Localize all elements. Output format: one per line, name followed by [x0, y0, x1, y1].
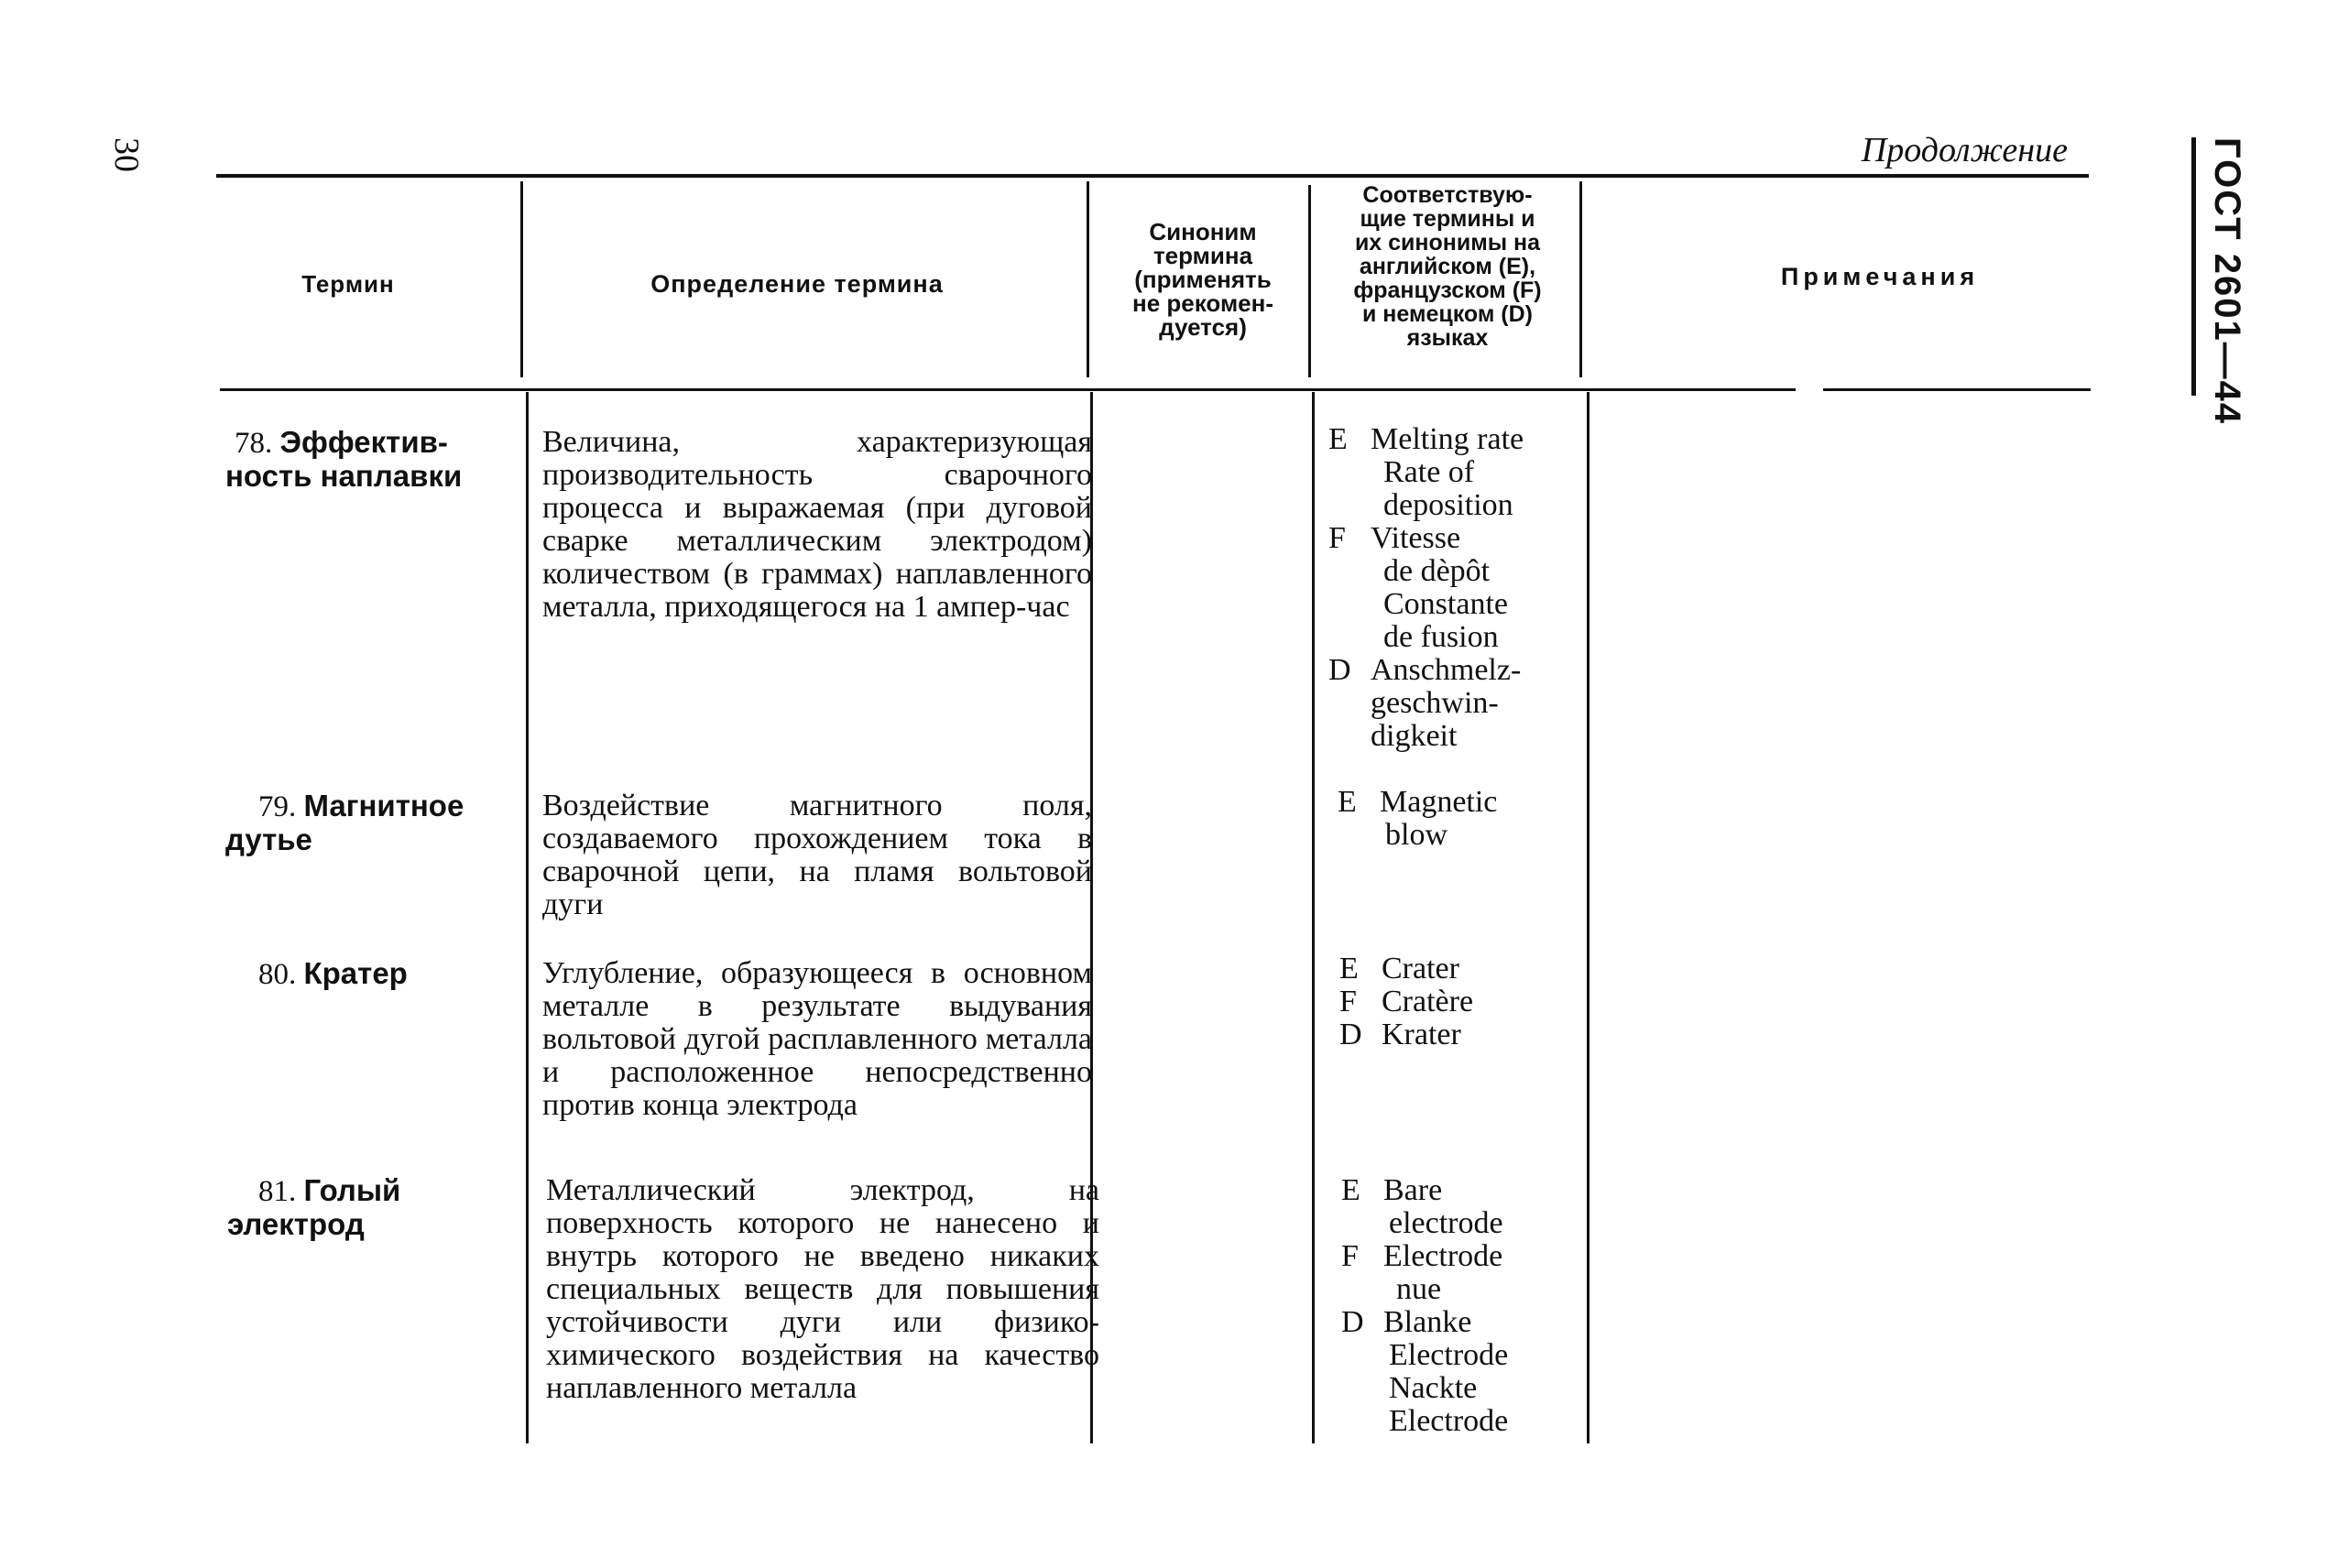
col-divider-1-body [526, 392, 529, 1443]
correspondence-line: Bare [1383, 1173, 1443, 1207]
col-divider-4-header [1579, 181, 1582, 377]
correspondence-line: blow [1385, 818, 1448, 852]
correspondence-line: digkeit [1371, 719, 1458, 753]
correspondence-line: deposition [1383, 488, 1513, 522]
correspondence-line: de fusion [1383, 620, 1499, 654]
correspondence-line: Blanke [1383, 1305, 1472, 1339]
col-divider-2-header [1087, 181, 1089, 377]
entry-number: 80. [258, 958, 297, 991]
correspondence-line: Crater [1382, 952, 1459, 985]
term-line: Кратер [303, 956, 408, 990]
term-line: Эффектив- [279, 425, 448, 459]
correspondence-fr [1328, 522, 1524, 654]
header-synonym [1098, 220, 1308, 339]
header-correspondence-line: и немецком (D) [1361, 301, 1534, 327]
header-synonym-line: Синоним [1149, 218, 1257, 245]
entry-80-definition: Углубление, образующееся в основном металле в результате выдувания вольтовой дугой расплавленного металла и расположенное непосредственно против конца электрода [542, 956, 1092, 1122]
standard-code: ГОСТ 2601—44 [2207, 137, 2247, 426]
correspondence-de [1341, 1306, 1508, 1438]
lang-code: D [1339, 1018, 1362, 1051]
correspondence-line: Melting rate [1371, 422, 1524, 456]
lang-code: F [1341, 1239, 1359, 1273]
header-bottom-rule [220, 388, 1796, 391]
col-divider-4-body [1587, 392, 1590, 1443]
page-number: 30 [107, 137, 146, 172]
header-correspondence-line: Соответствую- [1362, 182, 1533, 208]
term-line: Магнитное [303, 789, 464, 822]
term-line: дутье [225, 822, 312, 856]
entry-79-term [225, 789, 464, 857]
correspondence-line: Rate of [1383, 455, 1475, 489]
entry-78-term [225, 425, 463, 494]
correspondence-line: Nackte [1389, 1371, 1478, 1405]
header-notes: Примечания [1780, 263, 1980, 290]
entry-80-term [258, 957, 408, 991]
correspondence-line: Anschmelz- [1371, 653, 1522, 687]
entry-80-correspondences [1339, 953, 1473, 1051]
correspondence-fr [1341, 1240, 1508, 1306]
correspondence-line: nue [1396, 1272, 1442, 1306]
header-correspondence-line: языках [1406, 325, 1489, 351]
correspondence-line: Electrode [1389, 1338, 1509, 1372]
correspondence-line: Constante [1383, 587, 1508, 621]
correspondence-line: de dèpôt [1383, 554, 1491, 588]
correspondence-en [1341, 1174, 1508, 1240]
correspondence-line: Cratère [1382, 985, 1474, 1018]
entry-81-definition: Металлический электрод, на поверхность которого не нанесено и внутрь которого не введено никаких специальных веществ для повышения устойчивости дуги или физико-химического воздействия на качество наплавленного металла [546, 1173, 1099, 1405]
entry-number: 78. [235, 427, 273, 460]
lang-code: E [1339, 952, 1359, 985]
correspondence-en [1328, 423, 1524, 522]
entry-79-correspondences [1338, 786, 1497, 852]
header-synonym-line: (применять [1134, 266, 1272, 293]
header-synonym-line: дуется) [1159, 313, 1247, 341]
entry-81-term [227, 1173, 401, 1242]
correspondence-line: Electrode [1389, 1404, 1509, 1438]
continuation-label: Продолжение [1861, 131, 2068, 169]
lang-code: F [1328, 521, 1346, 555]
entry-79-definition: Воздействие магнитного поля, создаваемого прохождением тока в сварочной цепи, на пламя вольтовой дуги [542, 789, 1092, 921]
header-correspondence-line: французском (F) [1353, 278, 1542, 303]
correspondence-fr [1339, 985, 1473, 1018]
correspondence-line: Krater [1382, 1018, 1461, 1051]
header-correspondence-line: их синонимы на [1354, 230, 1541, 256]
entry-78-correspondences [1328, 423, 1524, 753]
correspondence-line: Magnetic [1380, 785, 1498, 819]
header-bottom-rule-right [1823, 388, 2091, 391]
header-correspondence-line: щие термины и [1360, 206, 1535, 232]
lang-code: E [1341, 1173, 1360, 1207]
entry-78-definition: Величина, характеризующая производительность сварочного процесса и выражаемая (при дуговой сварке металлическим электродом) количеством (в граммах) наплавленного металла, приходящегося на 1 ампер-час [542, 425, 1092, 624]
header-correspondence [1317, 183, 1578, 350]
term-line: Голый [303, 1173, 401, 1207]
correspondence-de [1328, 654, 1524, 753]
header-correspondence-line: английском (Е), [1359, 254, 1536, 279]
correspondence-line: geschwin- [1371, 686, 1499, 720]
lang-code: D [1341, 1305, 1364, 1339]
header-synonym-line: не рекомен- [1132, 289, 1273, 317]
lang-code: D [1328, 653, 1351, 687]
header-definition: Определение термина [650, 270, 944, 298]
correspondence-en [1338, 786, 1497, 852]
standard-rule [2191, 137, 2196, 396]
lang-code: F [1339, 985, 1357, 1018]
entry-number: 81. [258, 1175, 297, 1208]
correspondence-en [1339, 953, 1473, 985]
table-top-rule [216, 174, 2089, 178]
term-line: ность наплавки [225, 459, 463, 493]
correspondence-line: Vitesse [1371, 521, 1461, 555]
lang-code: E [1328, 422, 1348, 456]
correspondence-line: electrode [1389, 1206, 1503, 1240]
correspondence-de [1339, 1018, 1473, 1051]
entry-number: 79. [258, 790, 297, 823]
correspondence-line: Electrode [1383, 1239, 1503, 1273]
entry-81-correspondences [1341, 1174, 1508, 1438]
header-synonym-line: термина [1153, 242, 1253, 269]
header-term: Термин [301, 270, 395, 298]
col-divider-3-header [1308, 185, 1311, 377]
col-divider-3-body [1312, 392, 1315, 1443]
lang-code: E [1338, 785, 1357, 819]
term-line: электрод [227, 1207, 365, 1241]
